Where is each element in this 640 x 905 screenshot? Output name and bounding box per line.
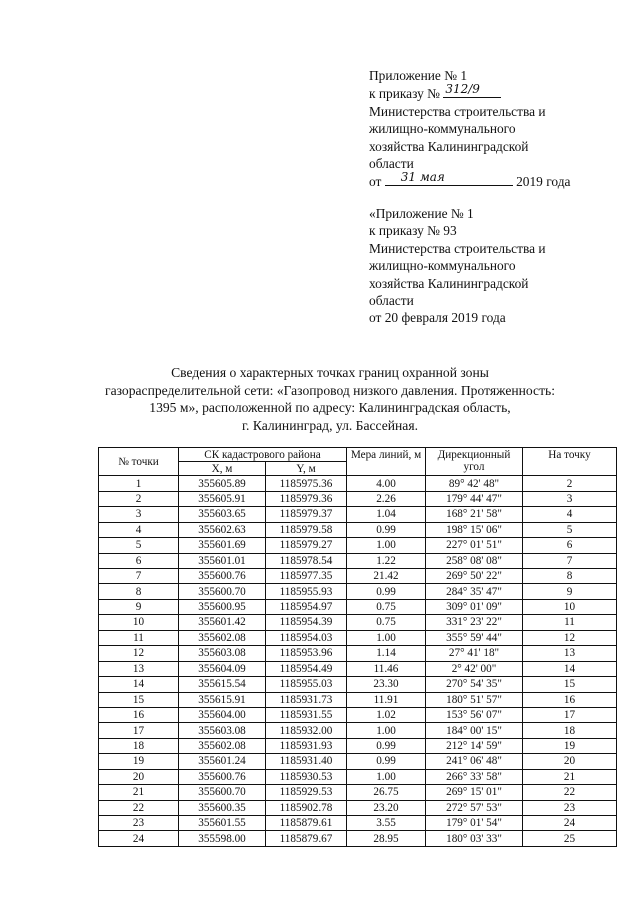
x-cell: 355600.76 [179, 769, 266, 784]
header-ck: СК кадастрового района [179, 448, 347, 462]
table-row [99, 507, 617, 522]
y-cell: 1185930.53 [266, 769, 347, 784]
point-cell: 19 [99, 754, 179, 769]
x-cell: 355601.55 [179, 816, 266, 831]
y-cell: 1185977.35 [266, 569, 347, 584]
direction-cell: 284° 35' 47" [426, 584, 523, 599]
direction-cell: 269° 15' 01" [426, 785, 523, 800]
to-point-cell: 8 [523, 569, 617, 584]
ministry-line-4: области [369, 156, 414, 172]
y-cell: 1185979.37 [266, 507, 347, 522]
prev-date-line: от 20 февраля 2019 года [369, 310, 506, 326]
direction-cell: 184° 00' 15" [426, 723, 523, 738]
table-row [99, 723, 617, 738]
y-cell: 1185954.49 [266, 661, 347, 676]
prev-appendix-title: «Приложение № 1 [369, 206, 474, 221]
direction-cell: 241° 06' 48" [426, 754, 523, 769]
direction-cell: 227° 01' 51" [426, 538, 523, 553]
y-cell: 1185879.67 [266, 831, 347, 846]
x-cell: 355603.08 [179, 646, 266, 661]
table-row [99, 584, 617, 599]
measure-cell: 0.75 [347, 615, 426, 630]
x-cell: 355600.70 [179, 785, 266, 800]
measure-cell: 23.30 [347, 677, 426, 692]
point-cell: 11 [99, 630, 179, 645]
table-row [99, 707, 617, 722]
measure-cell: 11.46 [347, 661, 426, 676]
direction-cell: 198° 15' 06" [426, 522, 523, 537]
direction-cell: 2° 42' 00" [426, 661, 523, 676]
y-cell: 1185955.93 [266, 584, 347, 599]
table-row [99, 738, 617, 753]
to-point-cell: 5 [523, 522, 617, 537]
x-cell: 355600.76 [179, 569, 266, 584]
y-cell: 1185931.93 [266, 738, 347, 753]
date-handwritten: 31 мая [400, 170, 445, 185]
point-cell: 15 [99, 692, 179, 707]
x-cell: 355601.42 [179, 615, 266, 630]
measure-cell: 1.04 [347, 507, 426, 522]
to-point-cell: 2 [523, 476, 617, 491]
to-point-cell: 15 [523, 677, 617, 692]
table-row [99, 476, 617, 491]
x-cell: 355602.63 [179, 522, 266, 537]
point-cell: 17 [99, 723, 179, 738]
to-point-cell: 11 [523, 615, 617, 630]
y-cell: 1185979.27 [266, 538, 347, 553]
prev-order-line: к приказу № 93 [369, 223, 457, 239]
order-prefix: к приказу № [369, 86, 440, 102]
point-cell: 9 [99, 599, 179, 614]
table-row [99, 816, 617, 831]
prev-ministry-line-3: хозяйства Калининградской [369, 275, 529, 291]
y-cell: 1185978.54 [266, 553, 347, 568]
point-cell: 4 [99, 522, 179, 537]
y-cell: 1185931.40 [266, 754, 347, 769]
direction-cell: 270° 54' 35" [426, 677, 523, 692]
header-direction: Дирекционный угол [426, 448, 523, 476]
measure-cell: 28.95 [347, 831, 426, 846]
table-row [99, 538, 617, 553]
date-line [369, 172, 570, 190]
point-cell: 2 [99, 491, 179, 506]
document-heading [70, 364, 590, 434]
header-to-point: На точку [523, 448, 617, 476]
x-cell: 355600.70 [179, 584, 266, 599]
table-row [99, 569, 617, 584]
table-row [99, 553, 617, 568]
header-point: № точки [99, 448, 179, 476]
measure-cell: 4.00 [347, 476, 426, 491]
direction-cell: 355° 59' 44" [426, 630, 523, 645]
to-point-cell: 20 [523, 754, 617, 769]
y-cell: 1185979.36 [266, 491, 347, 506]
y-cell: 1185879.61 [266, 816, 347, 831]
y-cell: 1185929.53 [266, 785, 347, 800]
point-cell: 14 [99, 677, 179, 692]
to-point-cell: 10 [523, 599, 617, 614]
to-point-cell: 13 [523, 646, 617, 661]
direction-cell: 153° 56' 07" [426, 707, 523, 722]
direction-cell: 212° 14' 59" [426, 738, 523, 753]
measure-cell: 0.99 [347, 584, 426, 599]
to-point-cell: 9 [523, 584, 617, 599]
direction-cell: 269° 50' 22" [426, 569, 523, 584]
order-number-field [443, 84, 501, 98]
to-point-cell: 16 [523, 692, 617, 707]
appendix-previous-block [369, 205, 546, 327]
measure-cell: 0.99 [347, 754, 426, 769]
point-cell: 1 [99, 476, 179, 491]
point-cell: 22 [99, 800, 179, 815]
x-cell: 355600.95 [179, 599, 266, 614]
point-cell: 5 [99, 538, 179, 553]
x-cell: 355604.00 [179, 707, 266, 722]
table-row [99, 599, 617, 614]
header-measure: Мера линий, м [347, 448, 426, 476]
to-point-cell: 4 [523, 507, 617, 522]
heading-line-2: газораспределительной сети: «Газопровод низкого давления. Протяженность: [105, 382, 555, 398]
measure-cell: 1.02 [347, 707, 426, 722]
x-cell: 355604.09 [179, 661, 266, 676]
x-cell: 355600.35 [179, 800, 266, 815]
y-cell: 1185954.39 [266, 615, 347, 630]
y-cell: 1185954.97 [266, 599, 347, 614]
direction-cell: 179° 44' 47" [426, 491, 523, 506]
point-cell: 18 [99, 738, 179, 753]
heading-line-1: Сведения о характерных точках границ охранной зоны [171, 365, 489, 380]
measure-cell: 1.00 [347, 538, 426, 553]
direction-cell: 27° 41' 18" [426, 646, 523, 661]
direction-cell: 309° 01' 09" [426, 599, 523, 614]
point-cell: 24 [99, 831, 179, 846]
measure-cell: 11.91 [347, 692, 426, 707]
x-cell: 355602.08 [179, 630, 266, 645]
measure-cell: 0.75 [347, 599, 426, 614]
x-cell: 355602.08 [179, 738, 266, 753]
point-cell: 10 [99, 615, 179, 630]
ministry-line-2: жилищно-коммунального [369, 121, 516, 137]
table-row [99, 615, 617, 630]
header-y: Y, м [266, 462, 347, 476]
direction-cell: 180° 03' 33" [426, 831, 523, 846]
table-row [99, 692, 617, 707]
measure-cell: 2.26 [347, 491, 426, 506]
appendix-title: Приложение № 1 [369, 68, 468, 83]
x-cell: 355615.91 [179, 692, 266, 707]
table-row [99, 754, 617, 769]
table-row [99, 677, 617, 692]
x-cell: 355601.24 [179, 754, 266, 769]
prev-ministry-line-1: Министерства строительства и [369, 240, 546, 256]
table-row [99, 630, 617, 645]
to-point-cell: 24 [523, 816, 617, 831]
direction-cell: 89° 42' 48" [426, 476, 523, 491]
y-cell: 1185931.73 [266, 692, 347, 707]
to-point-cell: 17 [523, 707, 617, 722]
to-point-cell: 21 [523, 769, 617, 784]
point-cell: 20 [99, 769, 179, 784]
y-cell: 1185979.58 [266, 522, 347, 537]
point-cell: 23 [99, 816, 179, 831]
y-cell: 1185953.96 [266, 646, 347, 661]
y-cell: 1185932.00 [266, 723, 347, 738]
point-cell: 12 [99, 646, 179, 661]
coordinates-table [98, 447, 617, 847]
heading-line-4: г. Калининград, ул. Бассейная. [241, 417, 418, 433]
header-x: X, м [179, 462, 266, 476]
direction-cell: 331° 23' 22" [426, 615, 523, 630]
to-point-cell: 18 [523, 723, 617, 738]
y-cell: 1185902.78 [266, 800, 347, 815]
to-point-cell: 7 [523, 553, 617, 568]
direction-cell: 180° 51' 57" [426, 692, 523, 707]
table-row [99, 522, 617, 537]
x-cell: 355598.00 [179, 831, 266, 846]
appendix-current-block [369, 67, 570, 191]
heading-line-3: 1395 м», расположенной по адресу: Калининградская область, [149, 400, 511, 416]
prev-ministry-line-2: жилищно-коммунального [369, 258, 516, 274]
direction-cell: 258° 08' 08" [426, 553, 523, 568]
measure-cell: 21.42 [347, 569, 426, 584]
y-cell: 1185975.36 [266, 476, 347, 491]
x-cell: 355603.65 [179, 507, 266, 522]
x-cell: 355601.69 [179, 538, 266, 553]
x-cell: 355603.08 [179, 723, 266, 738]
to-point-cell: 19 [523, 738, 617, 753]
point-cell: 13 [99, 661, 179, 676]
measure-cell: 1.22 [347, 553, 426, 568]
to-point-cell: 3 [523, 491, 617, 506]
measure-cell: 1.00 [347, 769, 426, 784]
table-row [99, 646, 617, 661]
table-row [99, 785, 617, 800]
x-cell: 355615.54 [179, 677, 266, 692]
x-cell: 355601.01 [179, 553, 266, 568]
point-cell: 8 [99, 584, 179, 599]
date-field [385, 172, 513, 186]
table-row [99, 800, 617, 815]
to-point-cell: 6 [523, 538, 617, 553]
measure-cell: 26.75 [347, 785, 426, 800]
date-prefix: от [369, 174, 382, 190]
ministry-line-3: хозяйства Калининградской [369, 138, 529, 154]
y-cell: 1185931.55 [266, 707, 347, 722]
x-cell: 355605.89 [179, 476, 266, 491]
point-cell: 3 [99, 507, 179, 522]
y-cell: 1185954.03 [266, 630, 347, 645]
measure-cell: 1.00 [347, 723, 426, 738]
measure-cell: 23.20 [347, 800, 426, 815]
order-line [369, 84, 570, 102]
table-row [99, 661, 617, 676]
date-suffix: 2019 года [516, 174, 571, 190]
to-point-cell: 22 [523, 785, 617, 800]
direction-cell: 179° 01' 54" [426, 816, 523, 831]
to-point-cell: 23 [523, 800, 617, 815]
measure-cell: 0.99 [347, 522, 426, 537]
y-cell: 1185955.03 [266, 677, 347, 692]
x-cell: 355605.91 [179, 491, 266, 506]
direction-cell: 272° 57' 53" [426, 800, 523, 815]
point-cell: 21 [99, 785, 179, 800]
to-point-cell: 14 [523, 661, 617, 676]
prev-ministry-line-4: области [369, 293, 414, 309]
point-cell: 6 [99, 553, 179, 568]
to-point-cell: 25 [523, 831, 617, 846]
order-number-handwritten: 312/9 [445, 82, 480, 97]
measure-cell: 1.14 [347, 646, 426, 661]
table-row [99, 831, 617, 846]
direction-cell: 266° 33' 58" [426, 769, 523, 784]
table-row [99, 491, 617, 506]
measure-cell: 1.00 [347, 630, 426, 645]
direction-cell: 168° 21' 58" [426, 507, 523, 522]
measure-cell: 3.55 [347, 816, 426, 831]
point-cell: 16 [99, 707, 179, 722]
ministry-line-1: Министерства строительства и [369, 103, 546, 119]
table-row [99, 769, 617, 784]
measure-cell: 0.99 [347, 738, 426, 753]
to-point-cell: 12 [523, 630, 617, 645]
point-cell: 7 [99, 569, 179, 584]
table-body [99, 476, 617, 847]
